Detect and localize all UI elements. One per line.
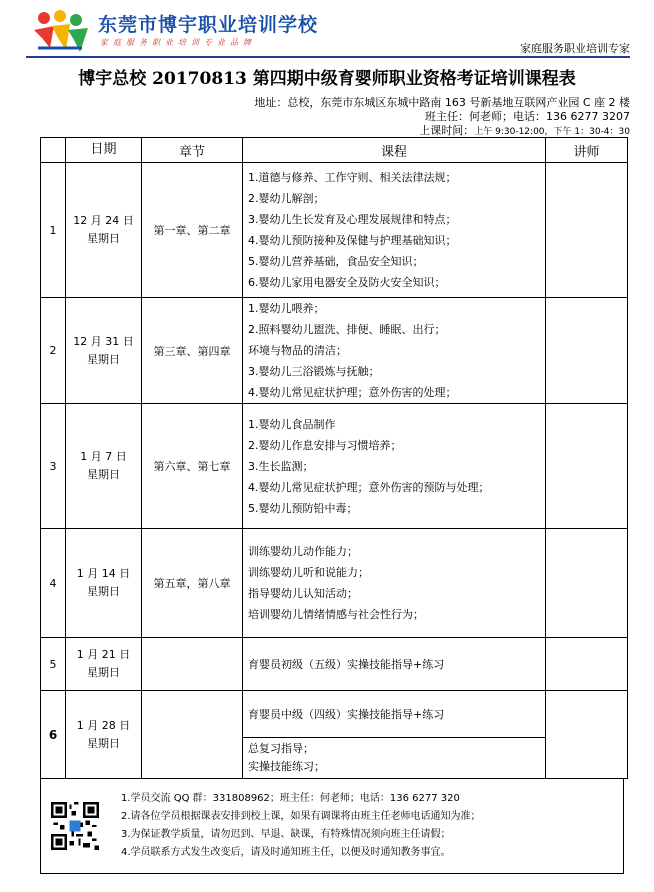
row-chapter <box>142 638 243 691</box>
header-no <box>41 138 66 163</box>
course-item: 3.婴幼儿三浴锻炼与抚触； <box>248 365 380 378</box>
table-row <box>41 529 628 638</box>
row-teacher <box>546 691 628 779</box>
header-teacher: 讲师 <box>546 138 628 163</box>
document-title: 博宇总校 20170813 第四期中级育婴师职业资格考证培训课程表 <box>78 69 576 89</box>
course-item: 2.婴幼儿作息安排与习惯培养； <box>248 438 402 452</box>
course-item: 2.婴幼儿解剖； <box>248 192 325 205</box>
school-slogan: 家庭服务职业培训专业品牌 <box>100 38 256 47</box>
date-text: 1 月 14 日 <box>76 567 131 580</box>
course-item: 5.婴幼儿预防铅中毒； <box>248 501 358 515</box>
row-number: 5 <box>41 638 66 691</box>
row-course <box>243 638 546 691</box>
date-text: 1 月 7 日 <box>80 450 127 463</box>
date-text: 12 月 31 日 <box>73 334 134 348</box>
date-text: 1 月 28 日 <box>76 718 131 732</box>
row-date <box>66 691 142 779</box>
row-course <box>243 404 546 529</box>
row-number: 2 <box>41 298 66 404</box>
weekday-text: 星期日 <box>87 666 120 679</box>
row-date <box>66 298 142 404</box>
note-item: 1.学员交流 QQ 群：331808962；班主任：何老师；电话：136 6277 320 <box>121 793 460 804</box>
header-chapter: 章节 <box>142 138 243 163</box>
row-date <box>66 163 142 298</box>
course-item: 育婴员中级（四级）实操技能指导+练习 <box>248 707 445 721</box>
course-item: 4.婴幼儿常见症状护理；意外伤害的预防与处理； <box>248 480 490 494</box>
row-chapter <box>142 691 243 779</box>
class-time <box>419 122 630 138</box>
course-item: 1.道德与修养、工作守则、相关法律法规； <box>248 171 457 184</box>
school-name: 东莞市博宇职业培训学校 <box>98 14 319 36</box>
table-row <box>41 298 628 404</box>
row-number: 6 <box>41 691 66 779</box>
teacher-contact: 班主任：何老师；电话：136 6277 3207 <box>425 110 630 123</box>
course-item: 训练婴幼儿听和说能力； <box>248 566 369 579</box>
table-row <box>41 638 628 691</box>
table-row <box>41 691 628 738</box>
note-item: 4.学员联系方式发生改变后，请及时通知班主任，以便及时通知教务事宜。 <box>121 847 451 858</box>
weekday-text: 星期日 <box>87 352 120 366</box>
row-teacher <box>546 638 628 691</box>
school-logo-icon <box>30 8 90 54</box>
row-chapter: 第五章，第八章 <box>142 529 243 638</box>
row-chapter: 第一章、第二章 <box>142 163 243 298</box>
weekday-text: 星期日 <box>87 736 120 750</box>
header-date: 日期 <box>66 138 142 163</box>
course-item: 总复习指导； <box>248 742 314 755</box>
course-item: 指导婴幼儿认知活动； <box>248 587 358 600</box>
row-course <box>243 529 546 638</box>
schedule-table <box>40 137 628 779</box>
row-course <box>243 691 546 738</box>
course-item: 5.婴幼儿营养基础，食品安全知识； <box>248 255 424 268</box>
course-item: 训练婴幼儿动作能力； <box>248 545 358 558</box>
notes-list <box>121 790 481 862</box>
row-teacher <box>546 404 628 529</box>
row-chapter: 第六章、第七章 <box>142 404 243 529</box>
row-date <box>66 404 142 529</box>
course-item: 环境与物品的清洁； <box>248 344 347 357</box>
row-teacher <box>546 163 628 298</box>
row-number: 1 <box>41 163 66 298</box>
date-text: 12 月 24 日 <box>73 214 134 227</box>
note-item: 2.请各位学员根据课表安排到校上课，如果有调课将由班主任老师电话通知为准； <box>121 811 481 822</box>
table-header-row <box>41 138 628 163</box>
row-course-review <box>243 738 546 779</box>
table-row <box>41 404 628 529</box>
qr-code-icon <box>51 802 99 850</box>
course-item: 2.照料婴幼儿盥洗、排便、睡眠、出行； <box>248 323 446 336</box>
course-item: 培训婴幼儿情绪情感与社会性行为； <box>248 608 424 621</box>
course-item: 3.婴幼儿生长发育及心理发展规律和特点； <box>248 213 457 226</box>
address-line: 地址：总校，东莞市东城区东城中路南 163 号新基地互联网产业园 C 座 2 楼 <box>254 96 630 109</box>
row-date <box>66 529 142 638</box>
row-number: 3 <box>41 404 66 529</box>
date-text: 1 月 21 日 <box>76 648 131 661</box>
header-divider <box>26 56 630 58</box>
row-course <box>243 163 546 298</box>
course-item: 4.婴幼儿预防接种及保健与护理基础知识； <box>248 234 457 247</box>
course-item: 实操技能练习； <box>248 760 325 773</box>
row-teacher <box>546 298 628 404</box>
weekday-text: 星期日 <box>87 232 120 245</box>
table-row <box>41 163 628 298</box>
tagline: 家庭服务职业培训专家 <box>520 42 630 55</box>
row-chapter: 第三章、第四章 <box>142 298 243 404</box>
header <box>0 0 654 60</box>
class-time-label: 上课时间： <box>419 124 475 137</box>
row-date <box>66 638 142 691</box>
class-time-value: 上午 9:30-12:00，下午 1：30-4：30 <box>474 127 630 137</box>
row-teacher <box>546 529 628 638</box>
row-number: 4 <box>41 529 66 638</box>
course-item: 4.婴幼儿常见症状护理；意外伤害的处理； <box>248 386 457 399</box>
course-item: 6.婴幼儿家用电器安全及防火安全知识； <box>248 276 446 289</box>
course-item: 1.婴幼儿食品制作 <box>248 417 336 431</box>
note-item: 3.为保证教学质量，请勿迟到、早退、缺课，有特殊情况须向班主任请假； <box>121 829 451 840</box>
header-course: 课程 <box>243 138 546 163</box>
course-item: 1.婴幼儿喂养； <box>248 302 325 315</box>
notes-section <box>40 779 624 874</box>
row-course <box>243 298 546 404</box>
course-item: 育婴员初级（五级）实操技能指导+练习 <box>248 657 445 671</box>
course-item: 3.生长监测； <box>248 459 314 473</box>
weekday-text: 星期日 <box>87 468 120 481</box>
weekday-text: 星期日 <box>87 585 120 598</box>
